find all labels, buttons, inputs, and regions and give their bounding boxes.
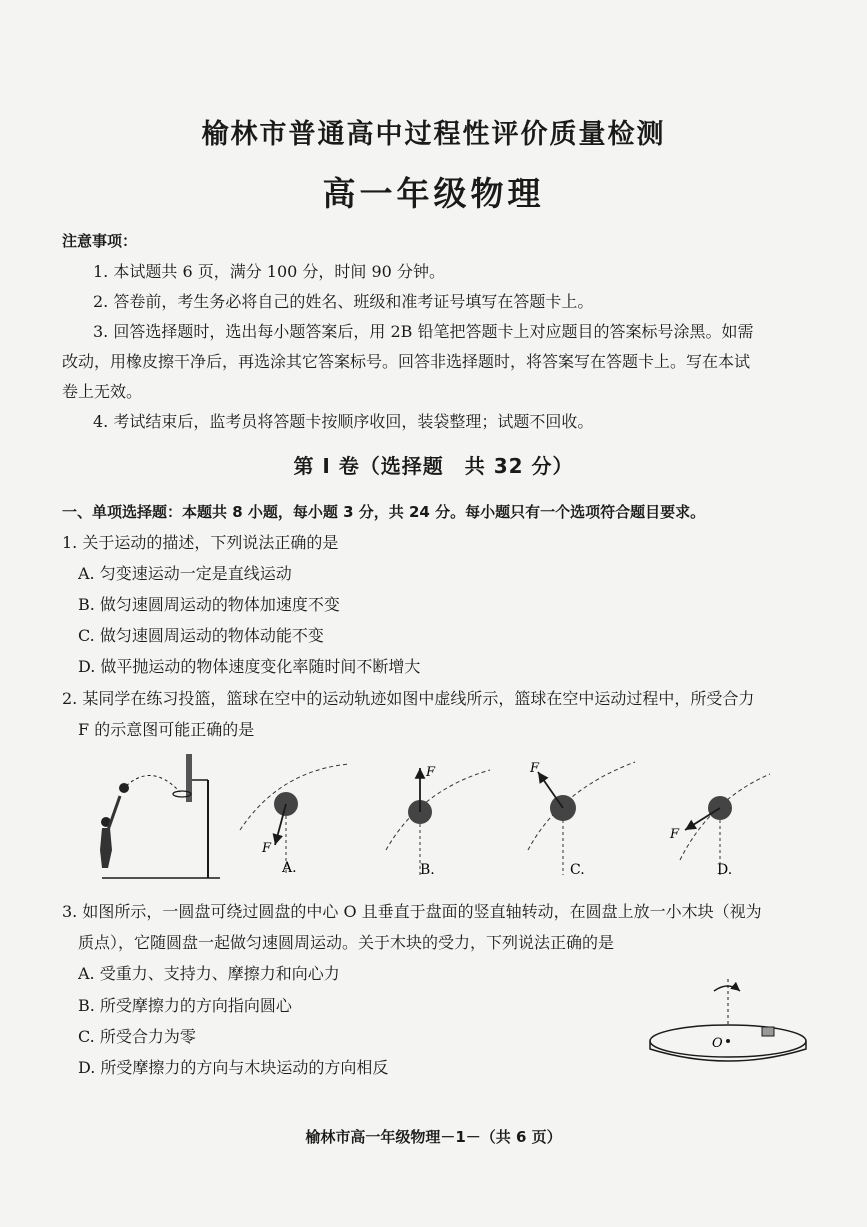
notice-item-4: 4. 考试结束后，监考员将答题卡按顺序收回，装袋整理；试题不回收。 (93, 412, 594, 431)
force-label: F (530, 761, 540, 776)
q3-option-b: B. 所受摩擦力的方向指向圆心 (78, 996, 292, 1015)
basketball-scene (100, 754, 220, 878)
q3-stem-line1: 3. 如图所示，一圆盘可绕过圆盘的中心 O 且垂直于盘面的竖直轴转动，在圆盘上放一小木块（视为 (62, 902, 762, 921)
notice-item-3-line3: 卷上无效。 (62, 382, 143, 401)
q3-stem-line2: 质点），它随圆盘一起做匀速圆周运动。关于木块的受力，下列说法正确的是 (78, 933, 615, 952)
option-a-diagram (240, 764, 350, 876)
force-label: F (426, 765, 436, 780)
disk-center-label: O (712, 1036, 723, 1051)
option-c-label: C. (570, 862, 585, 878)
q2-stem-line1: 2. 某同学在练习投篮，篮球在空中的运动轨迹如图中虚线所示，篮球在空中运动过程中，所受合力 (62, 689, 755, 708)
page-footer: 榆林市高一年级物理－1－（共 6 页） (305, 1128, 562, 1146)
option-a-label: A. (282, 860, 297, 876)
option-d-label: D. (717, 862, 733, 878)
notice-item-1: 1. 本试题共 6 页，满分 100 分，时间 90 分钟。 (93, 262, 445, 281)
q1-option-c: C. 做匀速圆周运动的物体动能不变 (78, 626, 324, 645)
option-b-diagram (386, 765, 490, 878)
notice-item-2: 2. 答卷前，考生务必将自己的姓名、班级和准考证号填写在答题卡上。 (93, 292, 594, 311)
q1-option-b: B. 做匀速圆周运动的物体加速度不变 (78, 595, 340, 614)
q1-option-a: A. 匀变速运动一定是直线运动 (78, 564, 292, 583)
section-title: 第 Ⅰ 卷（选择题 共 32 分） (293, 454, 574, 478)
q2-stem-line2: F 的示意图可能正确的是 (78, 720, 255, 739)
q3-disk-figure (640, 975, 820, 1070)
option-b-label: B. (420, 862, 435, 878)
q3-option-d: D. 所受摩擦力的方向与木块运动的方向相反 (78, 1058, 389, 1077)
section-instruction: 一、单项选择题：本题共 8 小题，每小题 3 分，共 24 分。每小题只有一个选项符合题目要求。 (62, 503, 706, 521)
option-c-diagram (528, 761, 635, 878)
exam-subject: 高一年级物理 (322, 174, 545, 213)
option-d-diagram (669, 774, 770, 878)
q1-stem: 1. 关于运动的描述，下列说法正确的是 (62, 533, 339, 552)
notice-item-3-line2: 改动，用橡皮擦干净后，再选涂其它答案标号。回答非选择题时，将答案写在答题卡上。写在本试 (62, 352, 751, 371)
q1-option-d: D. 做平抛运动的物体速度变化率随时间不断增大 (78, 657, 421, 676)
notice-item-3-line1: 3. 回答选择题时，选出每小题答案后，用 2B 铅笔把答题卡上对应题目的答案标号涂黑。如需 (93, 322, 754, 341)
q3-option-c: C. 所受合力为零 (78, 1027, 196, 1046)
exam-title: 榆林市普通高中过程性评价质量检测 (201, 119, 666, 150)
q2-figure (90, 750, 780, 890)
q3-option-a: A. 受重力、支持力、摩擦力和向心力 (78, 964, 340, 983)
force-label: F (670, 827, 680, 842)
notice-heading: 注意事项： (62, 232, 138, 250)
force-label: F (262, 841, 272, 856)
